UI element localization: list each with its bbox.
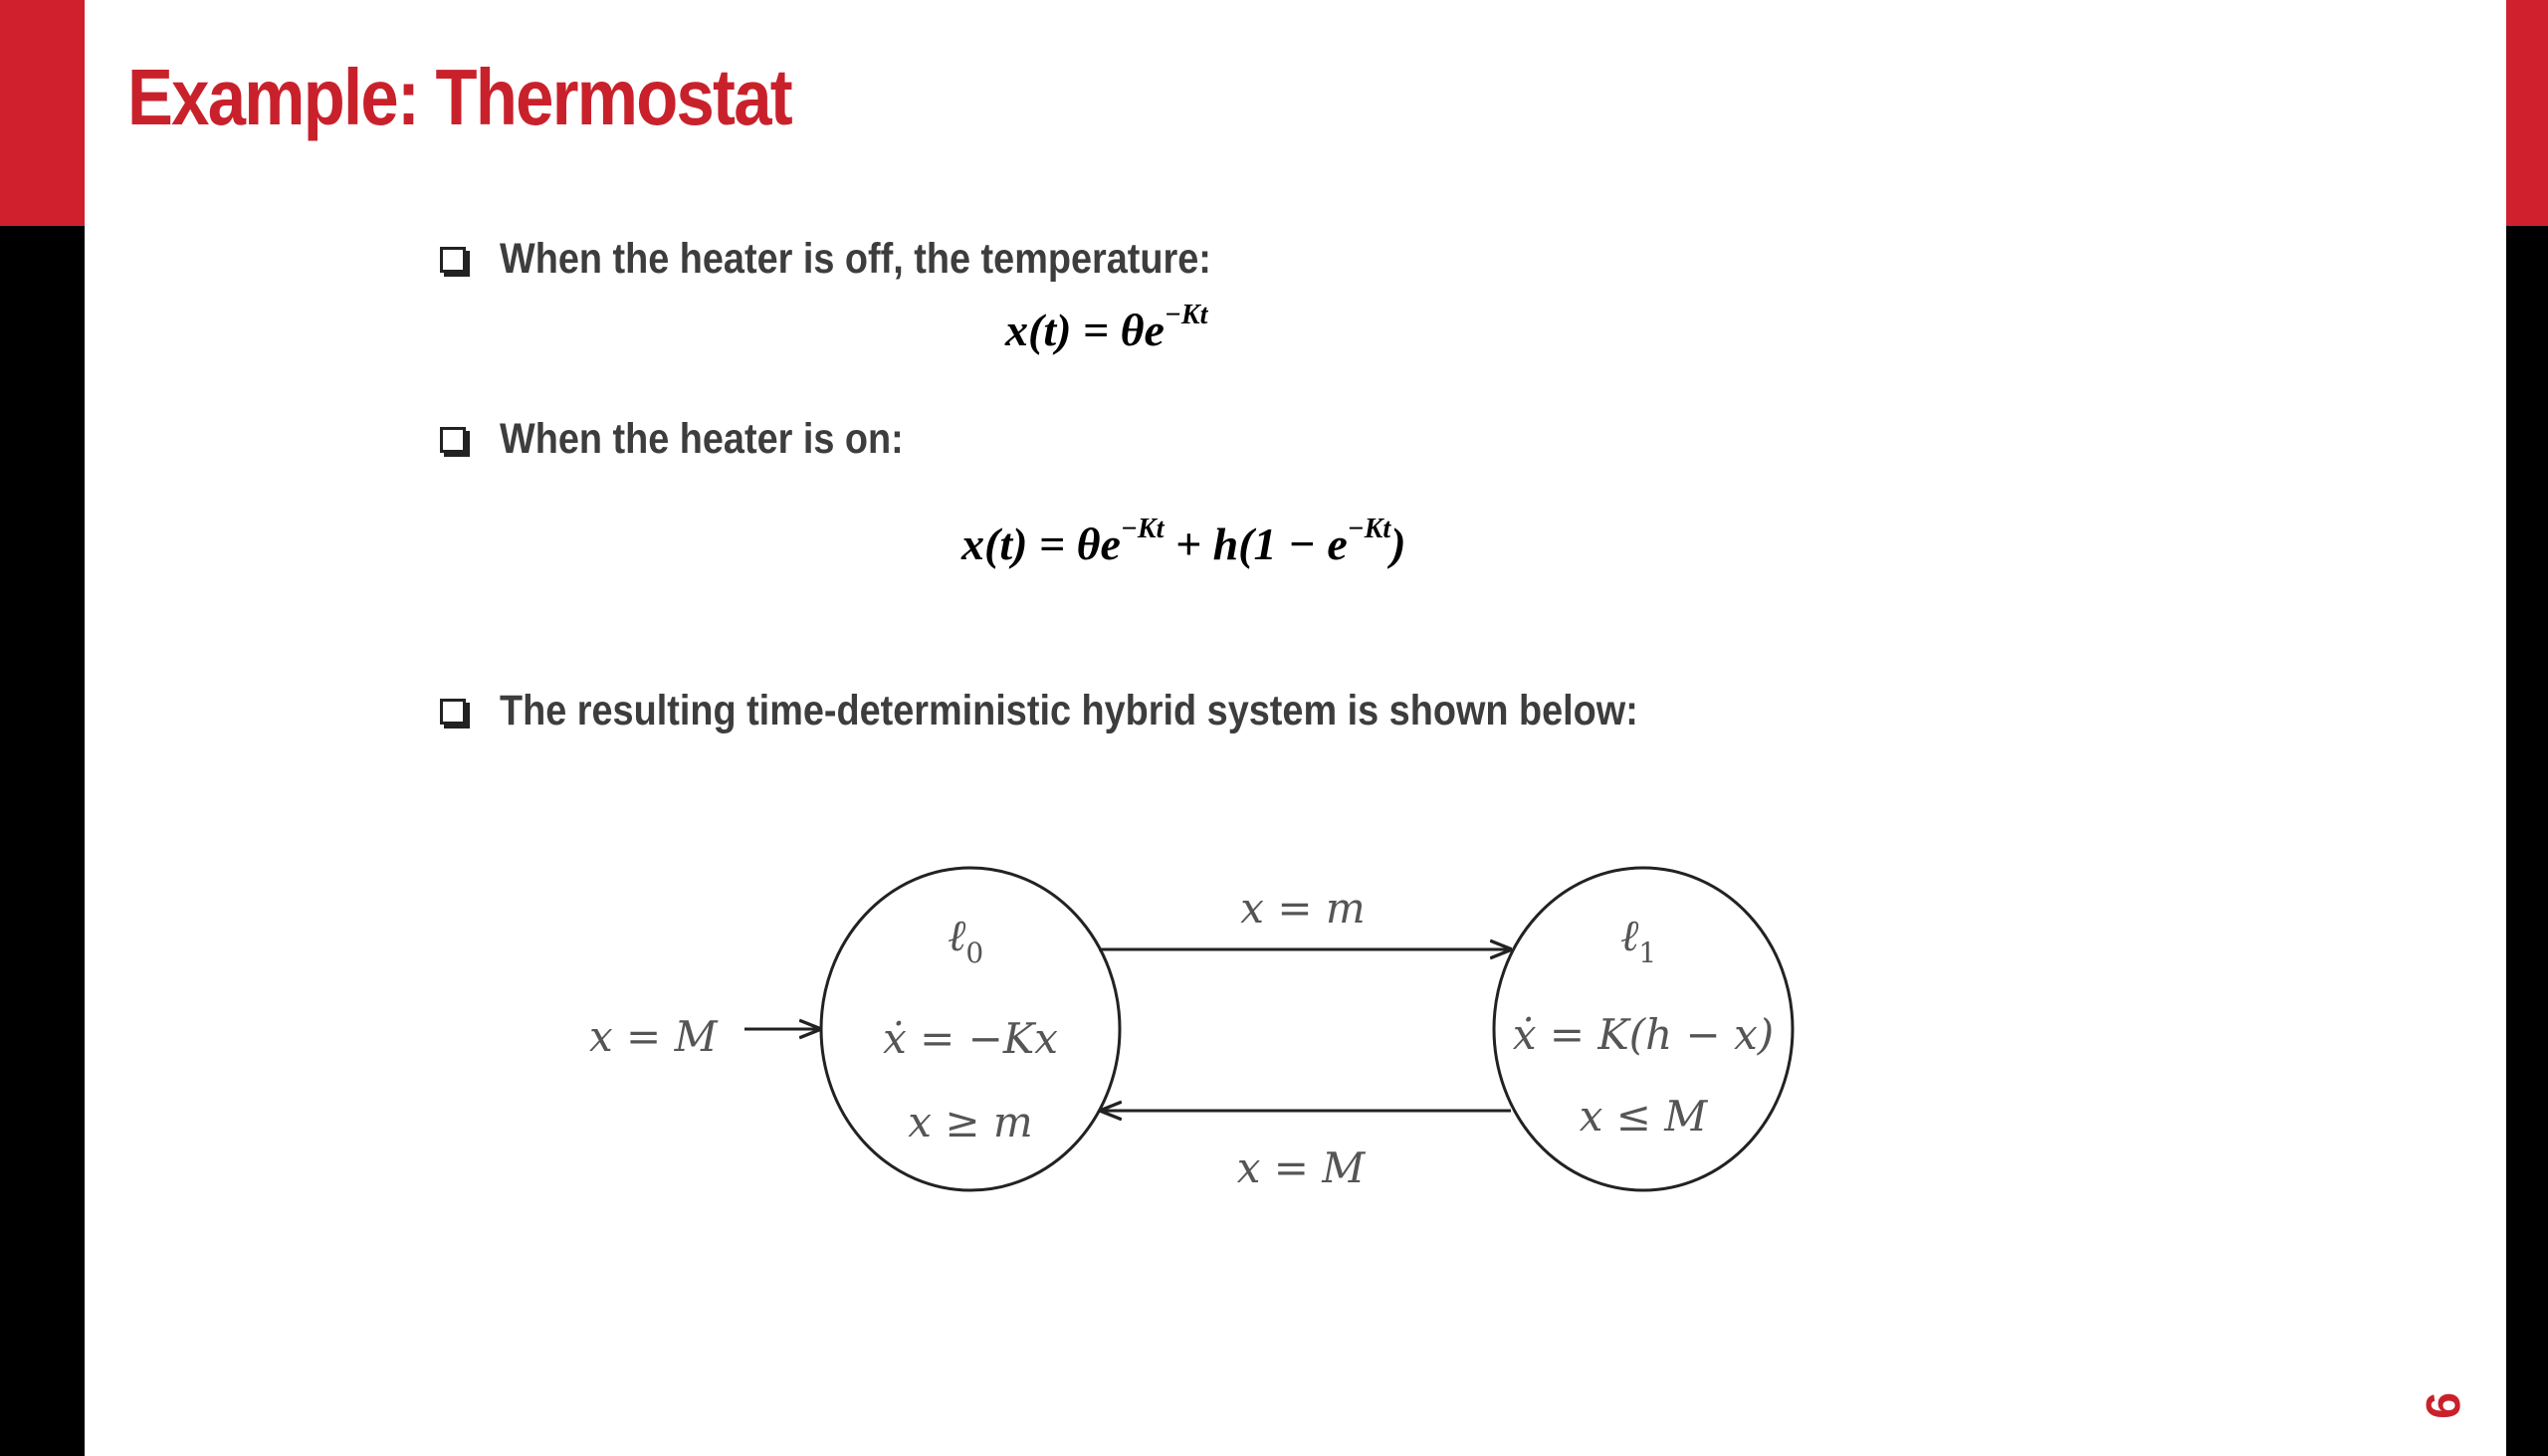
initial-condition-label: x = M: [589, 1012, 718, 1061]
transition-bottom-label: x = M: [1236, 1144, 1366, 1192]
state-l0-invariant: x ≥ m: [908, 1098, 1033, 1146]
state-l1-invariant: x ≤ M: [1579, 1092, 1708, 1141]
equation-term1-exponent: −Kt: [1120, 513, 1165, 544]
slide-title: Example: Thermostat: [127, 53, 791, 141]
equation-lhs: x(t) =: [961, 519, 1077, 569]
equation-exponent: −Kt: [1164, 299, 1208, 330]
equation-term2-exponent: −Kt: [1347, 513, 1391, 544]
state-l1-name: ℓ$_1$: [1620, 911, 1657, 969]
state-l0-flow: ẋ = −Kx: [883, 1014, 1058, 1063]
state-l1-flow: ẋ = K(h − x): [1512, 1010, 1775, 1059]
bullet-text: The resulting time-deterministic hybrid system is shown below:: [500, 687, 1638, 734]
equation-lhs: x(t) =: [1005, 305, 1121, 355]
page-number: 9: [2415, 1392, 2468, 1419]
equation-rhs-base: θe: [1120, 305, 1165, 355]
equation-term1-base: θe: [1076, 519, 1121, 569]
bullet-text: When the heater is off, the temperature:: [500, 235, 1211, 283]
bullet-text: When the heater is on:: [500, 415, 904, 463]
equation-close: ): [1390, 519, 1406, 569]
transition-top-label: x = m: [1240, 884, 1366, 933]
state-l0-name: ℓ$_0$: [948, 911, 984, 969]
equation-plus-term: + h(1 − e: [1164, 519, 1348, 569]
